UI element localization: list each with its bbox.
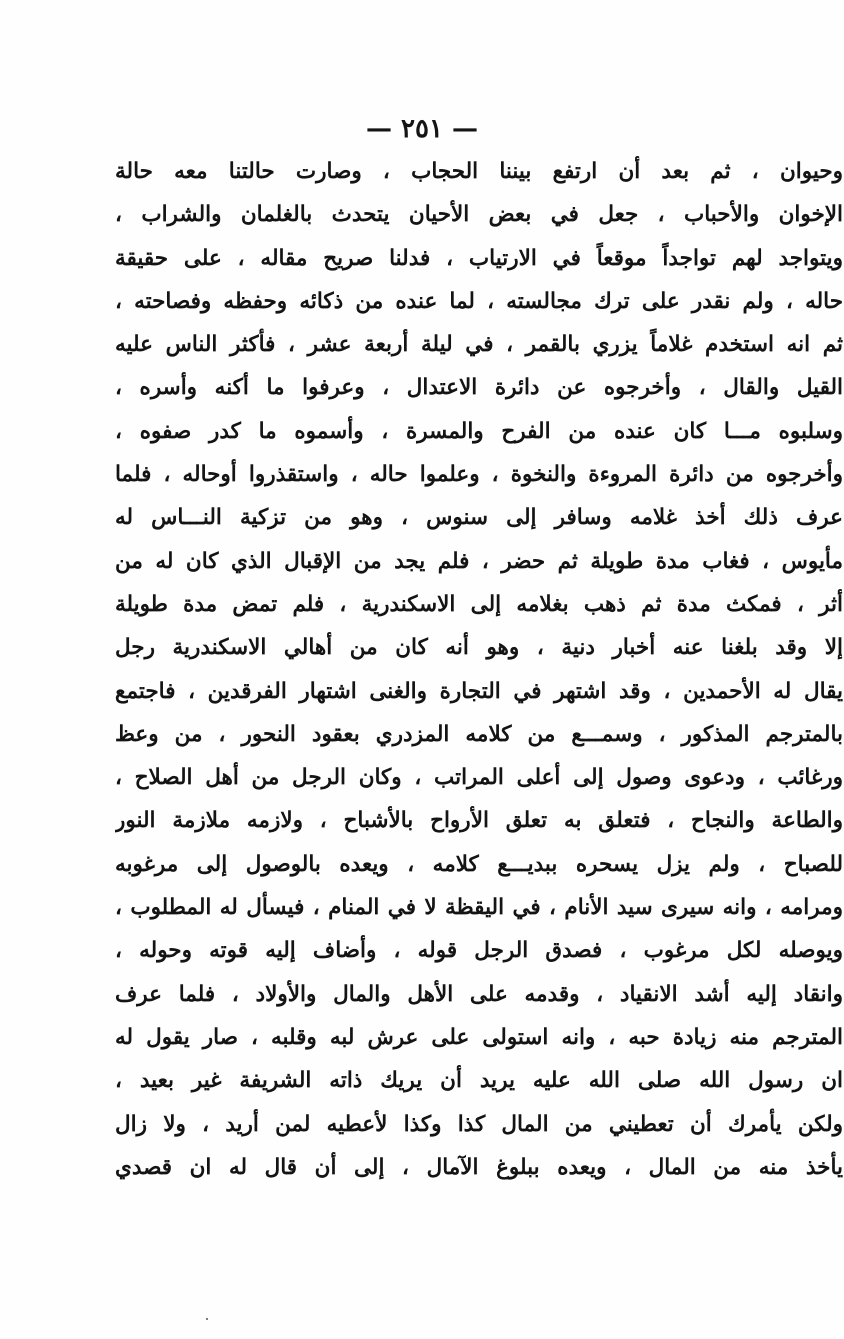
text-line: إلا وقد بلغنا عنه أخبار دنية ، وهو أنه كان من أهالي الاسكندرية رجل (115, 635, 843, 661)
text-line: وانقاد إليه أشد الانقياد ، وقدمه على الأهل والمال والأولاد ، فلما عرف (115, 981, 843, 1007)
text-line: ويتواجد لهم تواجداً موقعاً في الارتياب ، فدلنا صريح مقاله ، على حقيقة (115, 245, 843, 271)
text-line: الإخوان والأحباب ، جعل في بعض الأحيان يتحدث بالغلمان والشراب ، (115, 202, 843, 228)
text-line: المترجم منه زيادة حبه ، وانه استولى على عرش لبه وقلبه ، صار يقول له (115, 1024, 843, 1050)
text-line: يقال له الأحمدين ، وقد اشتهر في التجارة والغنى اشتهار الفرقدين ، فاجتمع (115, 678, 843, 704)
text-line: ويوصله لكل مرغوب ، فصدق الرجل قوله ، وأضاف إليه قوته وحوله ، (115, 938, 843, 964)
text-line: للصباح ، ولم يزل يسحره ببديـــع كلامه ، ويعده بالوصول إلى مرغوبه (115, 851, 843, 877)
body-text (115, 150, 843, 1189)
text-line: حاله ، ولم نقدر على ترك مجالسته ، لما عنده من ذكائه وحفظه وفصاحته ، (115, 288, 843, 314)
text-line: وسلبوه مـــا كان عنده من الفرح والمسرة ، وأسموه ما كدر صفوه ، (115, 418, 843, 444)
text-line: والطاعة والنجاح ، فتعلق به تعلق الأرواح بالأشباح ، ولازمه ملازمة النور (115, 808, 843, 834)
text-line: يأخذ منه من المال ، ويعده ببلوغ الآمال ، إلى أن قال له ان قصدي (115, 1154, 843, 1180)
text-line: وأخرجوه من دائرة المروءة والنخوة ، وعلموا حاله ، واستقذروا أوحاله ، فلما (115, 462, 843, 488)
text-line: عرف ذلك أخذ غلامه وسافر إلى سنوس ، وهو من تزكية النـــاس له (115, 505, 843, 531)
text-line: وحيوان ، ثم بعد أن ارتفع بيننا الحجاب ، وصارت حالتنا معه حالة (115, 159, 843, 184)
page-number: — ٢٥١ — (365, 114, 479, 144)
text-line: ثم انه استخدم غلاماً يزري بالقمر ، في ليلة أربعة عشر ، فأكثر الناس عليه (115, 332, 843, 358)
paper-speck (206, 1318, 208, 1320)
text-line: مأيوس ، فغاب مدة طويلة ثم حضر ، فلم يجد من الإقبال الذي كان له من (115, 548, 843, 574)
text-line: ولكن يأمرك أن تعطيني من المال كذا وكذا لأعطيه لمن أريد ، ولا زال (115, 1111, 843, 1137)
text-line: أثر ، فمكث مدة ثم ذهب بغلامه إلى الاسكندرية ، فلم تمض مدة طويلة (115, 591, 843, 617)
text-line: ان رسول الله صلى الله عليه يريد أن يريك ذاته الشريفة غير بعيد ، (115, 1068, 843, 1094)
text-line: ومرامه ، وانه سيرى سيد الأنام ، في اليقظة لا في المنام ، فيسأل له المطلوب ، (115, 895, 843, 921)
text-line: القيل والقال ، وأخرجوه عن دائرة الاعتدال ، وعرفوا ما أكنه وأسره ، (115, 375, 843, 401)
text-line: ورغائب ، ودعوى وصول إلى أعلى المراتب ، وكان الرجل من أهل الصلاح ، (115, 765, 843, 791)
text-line: بالمترجم المذكور ، وسمـــع من كلامه المزدري بعقود النحور ، من وعظ (115, 721, 843, 747)
